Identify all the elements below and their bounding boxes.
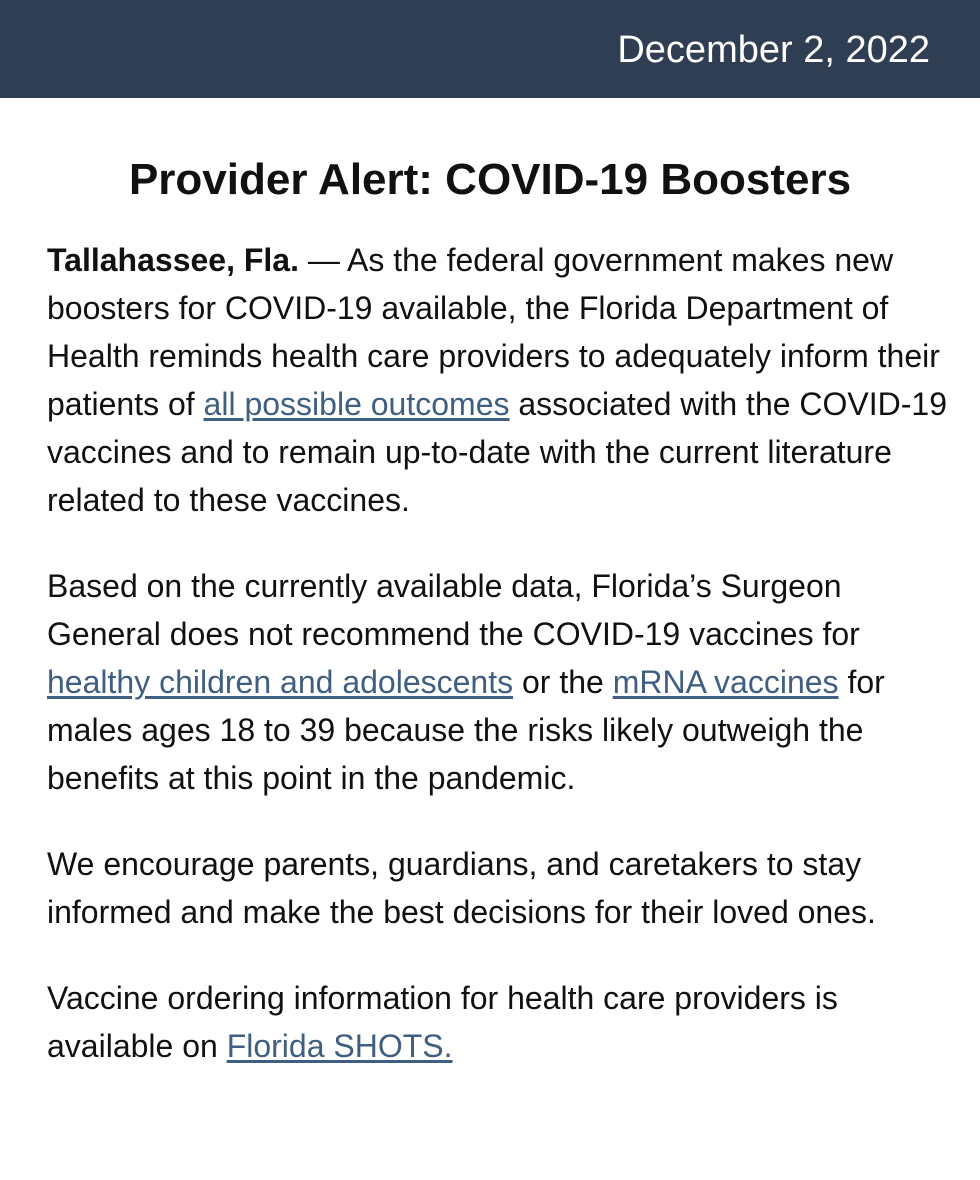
header-bar [0, 0, 980, 98]
alert-date: December 2, 2022 [617, 29, 930, 71]
paragraph-recommendation-mid: or the [513, 664, 613, 700]
alert-body [47, 236, 947, 1070]
florida-shots-link[interactable]: Florida SHOTS. [226, 1028, 453, 1064]
paragraph-intro [47, 236, 947, 524]
paragraph-ordering-text: Vaccine ordering information for health care providers is available on [47, 980, 838, 1064]
all-possible-outcomes-link[interactable]: all possible outcomes [203, 386, 510, 422]
paragraph-intro-text: — As the federal government makes new boosters for COVID-19 available, the Florida Department of Health reminds health care providers to adequately inform their patients of [47, 242, 940, 422]
page-title: Provider Alert: COVID-19 Boosters [128, 155, 852, 204]
paragraph-encourage: We encourage parents, guardians, and caretakers to stay informed and make the best decisions for their loved ones. [47, 846, 876, 930]
healthy-children-link[interactable]: healthy children and adolescents [47, 664, 514, 700]
paragraph-recommendation-end: for males ages 18 to 39 because the risks likely outweigh the benefits at this point in the pandemic. [47, 664, 885, 796]
paragraph-recommendation [47, 562, 947, 802]
mrna-vaccines-link[interactable]: mRNA vaccines [612, 664, 839, 700]
paragraph-intro-text-end: associated with the COVID-19 vaccines and to remain up-to-date with the current literature related to these vaccines. [47, 386, 948, 518]
paragraph-ordering [47, 974, 947, 1070]
paragraph-recommendation-text: Based on the currently available data, Florida’s Surgeon General does not recommend the COVID-19 vaccines for [47, 568, 860, 652]
dateline-location: Tallahassee, Fla. [47, 242, 299, 278]
